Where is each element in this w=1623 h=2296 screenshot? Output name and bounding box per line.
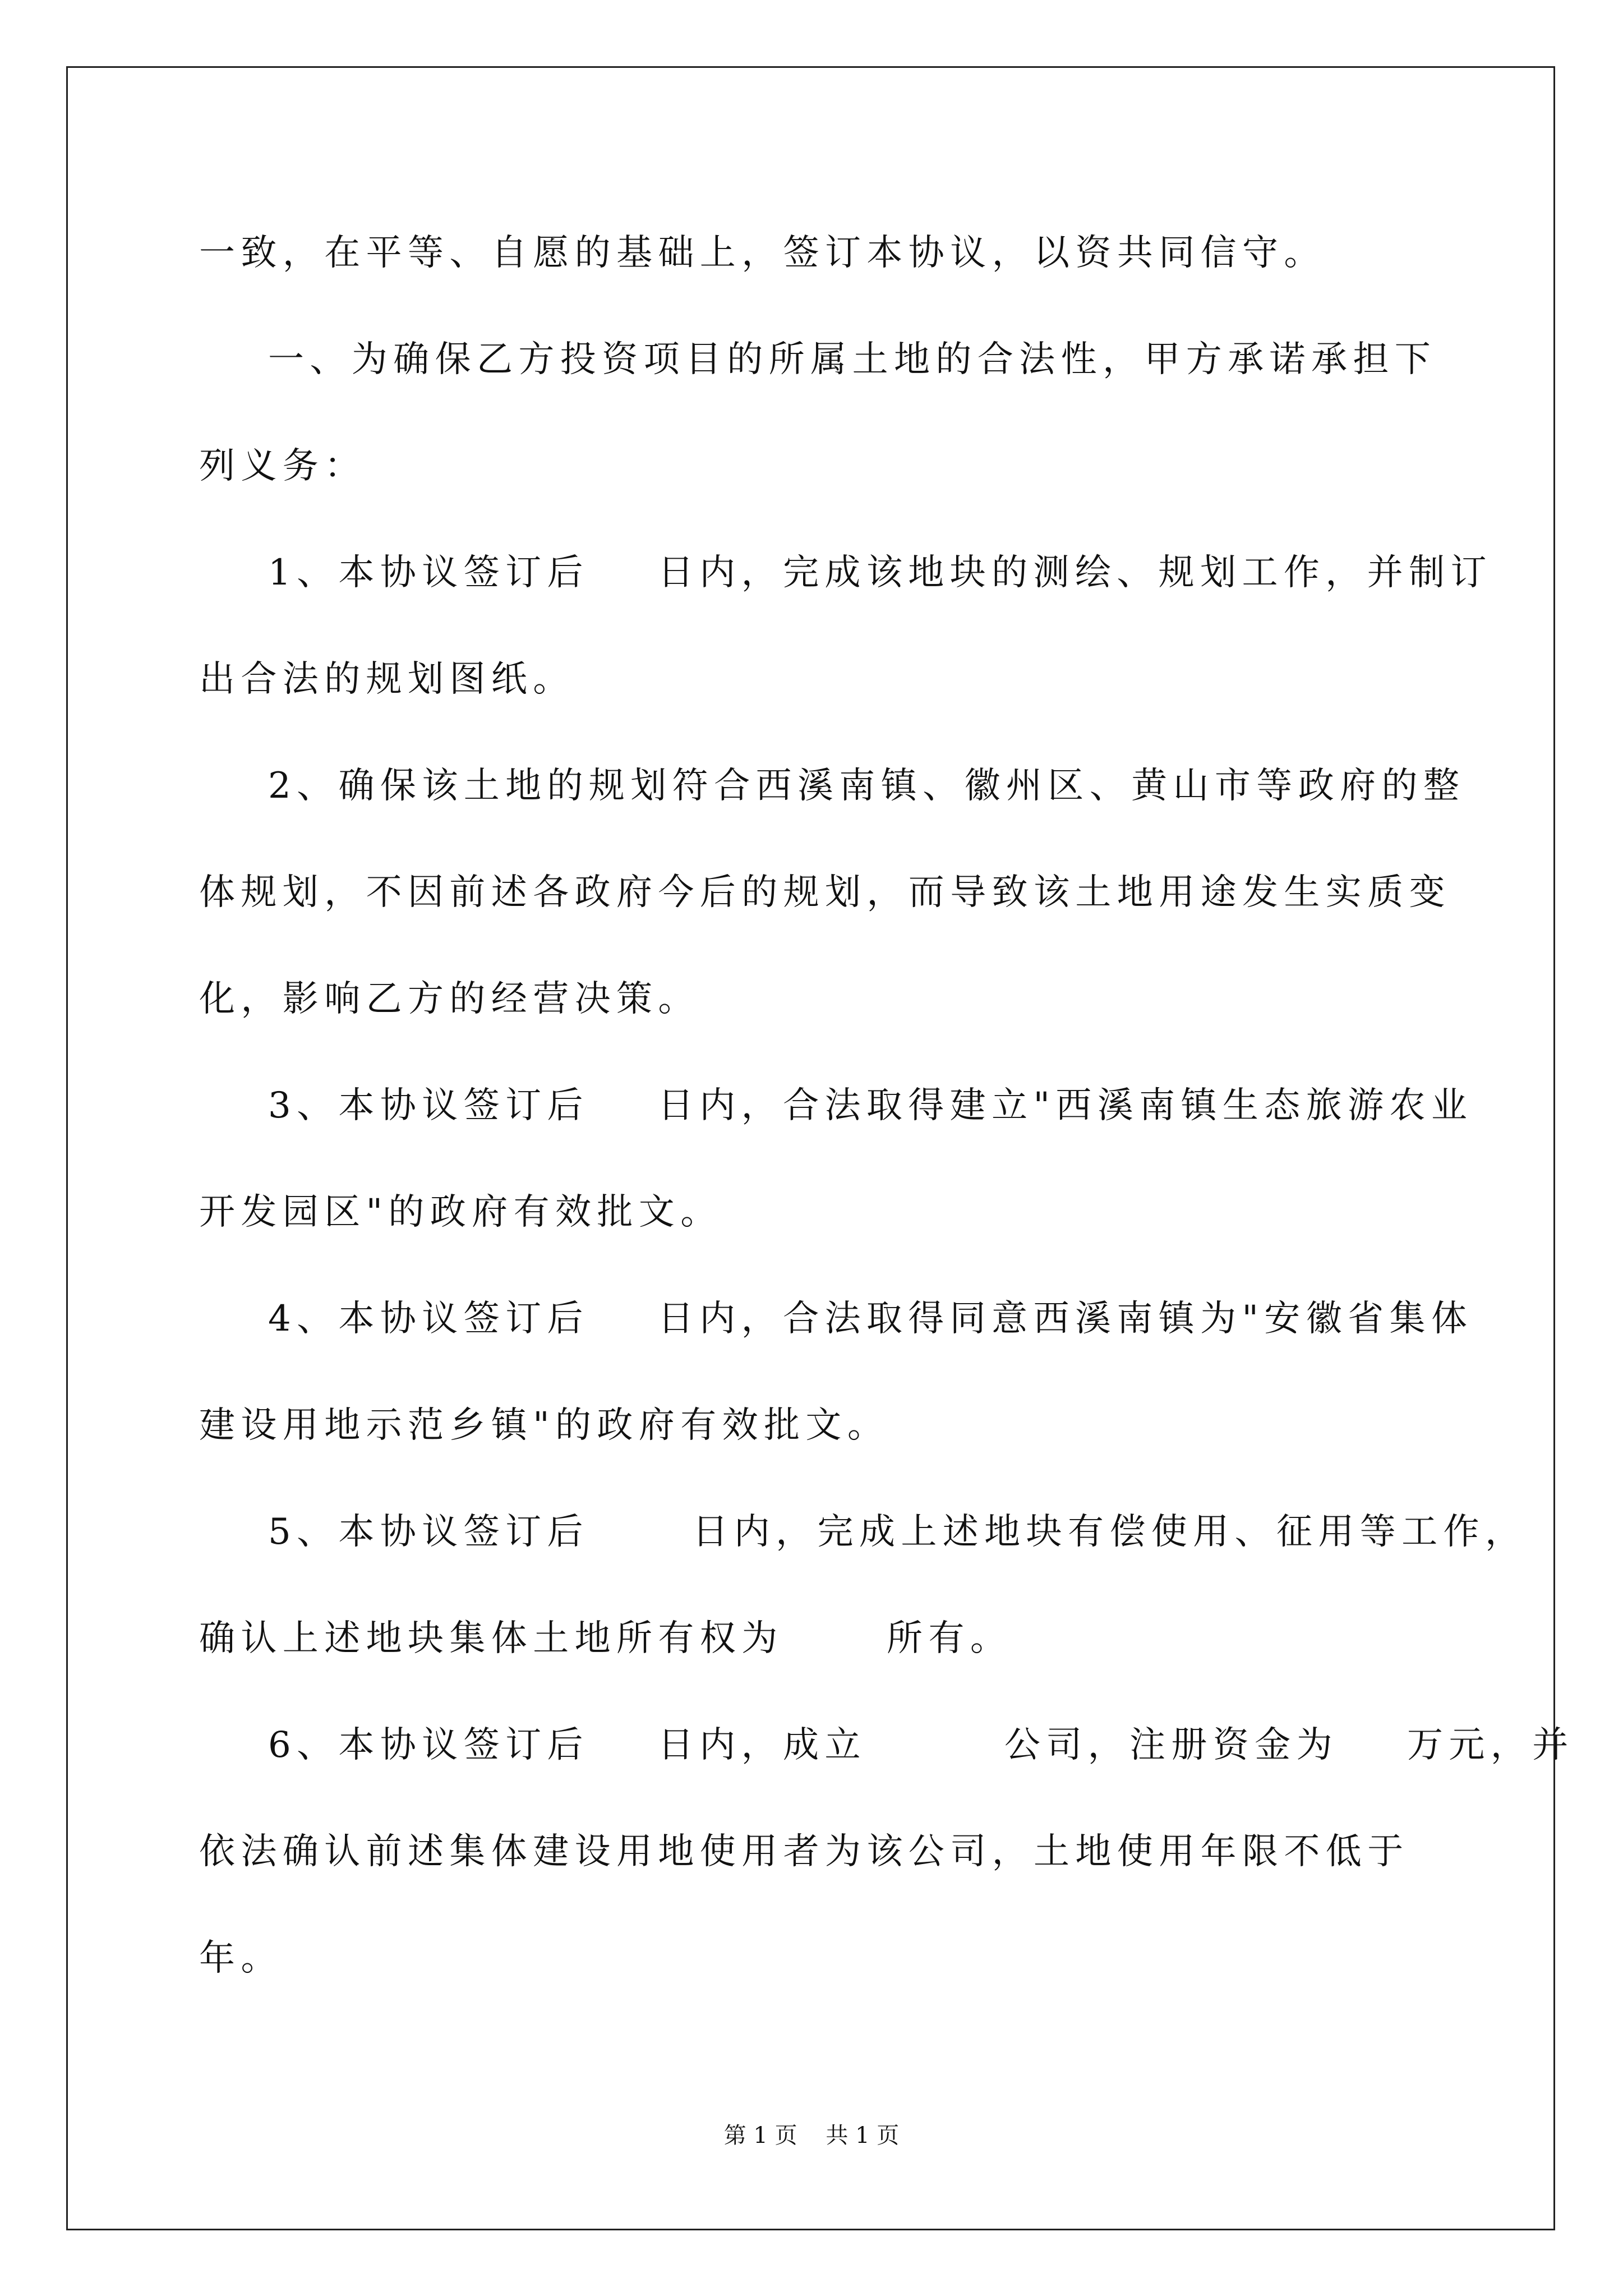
body-line-7: 体规划，不因前述各政府今后的规划，而导致该土地用途发生实质变 (199, 872, 1451, 913)
body-line-13: 5、本协议签订后 日内，完成上述地块有偿使用、征用等工作， (199, 1511, 1527, 1553)
body-line-9: 3、本协议签订后 日内，合法取得建立"西溪南镇生态旅游农业 (199, 1085, 1473, 1126)
body-line-16: 依法确认前述集体建设用地使用者为该公司，土地使用年限不低于 (199, 1831, 1409, 1872)
body-line-6: 2、确保该土地的规划符合西溪南镇、徽州区、黄山市等政府的整 (199, 765, 1465, 807)
body-line-4: 1、本协议签订后 日内，完成该地块的测绘、规划工作，并制订 (199, 552, 1492, 593)
body-line-11: 4、本协议签订后 日内，合法取得同意西溪南镇为"安徽省集体 (199, 1298, 1473, 1340)
body-line-14: 确认上述地块集体土地所有权为 所有。 (199, 1618, 1012, 1659)
body-line-1: 一致，在平等、自愿的基础上，签订本协议，以资共同信守。 (199, 232, 1326, 274)
page-number-footer: 第 1 页 共 1 页 (723, 2123, 900, 2148)
body-line-2: 一、为确保乙方投资项目的所属土地的合法性，甲方承诺承担下 (199, 339, 1437, 380)
body-line-5: 出合法的规划图纸。 (199, 659, 575, 700)
body-line-3: 列义务： (199, 445, 366, 487)
page-border (66, 66, 1555, 2230)
body-line-8: 化，影响乙方的经营决策。 (199, 978, 700, 1020)
body-line-10: 开发园区"的政府有效批文。 (199, 1191, 722, 1233)
body-line-17: 年。 (199, 1938, 283, 1979)
body-line-15: 6、本协议签订后 日内，成立 公司，注册资金为 万元，并 (199, 1724, 1574, 1766)
body-line-12: 建设用地示范乡镇"的政府有效批文。 (199, 1405, 889, 1446)
